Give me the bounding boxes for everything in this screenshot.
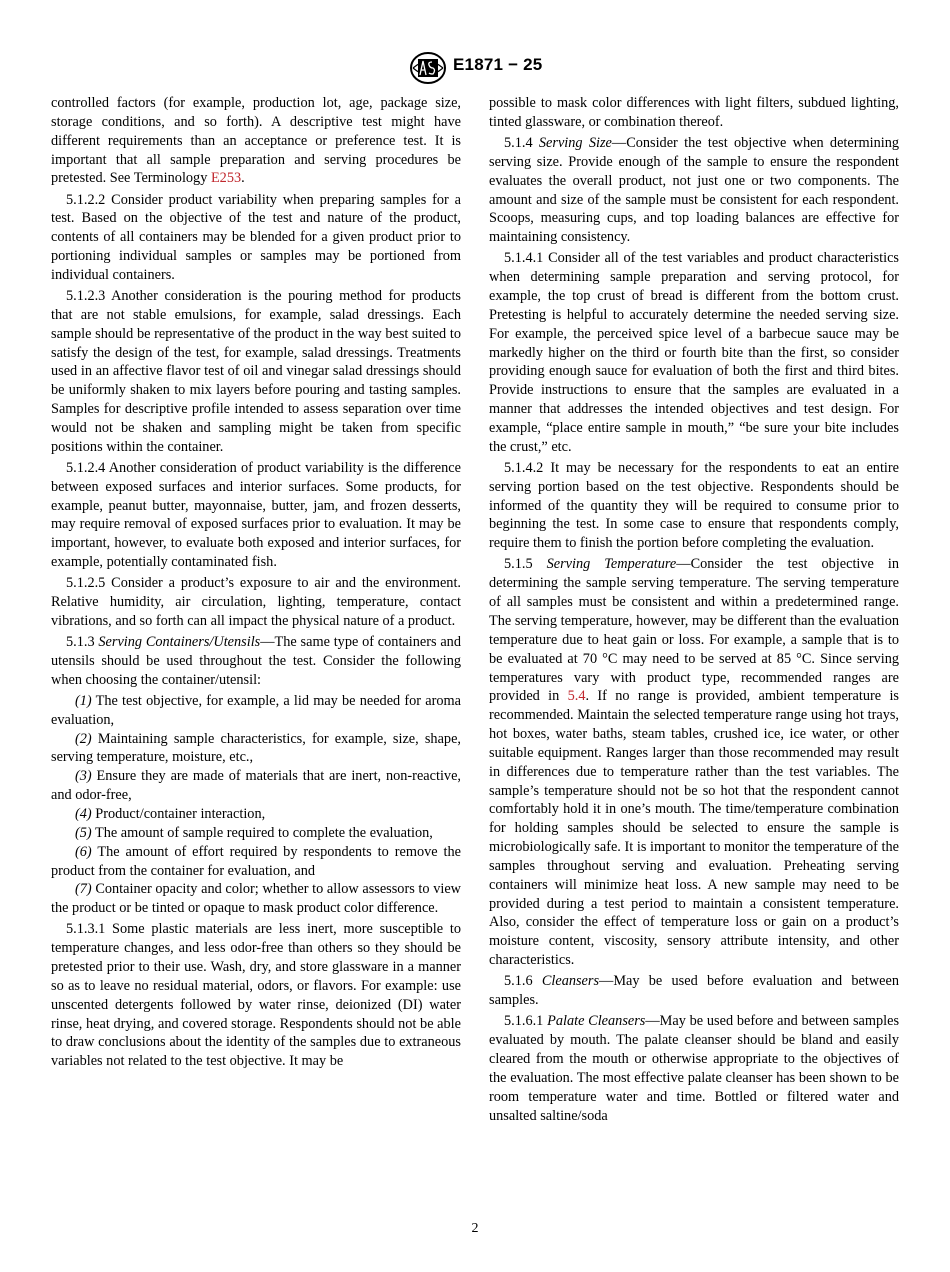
reference-link-5-4[interactable]: 5.4 bbox=[567, 688, 586, 705]
paragraph-5-1-2-5: 5.1.2.5 Consider a product’s exposure to air and the environment. Relative humidity, air circulation, lighting, temperature, contact vibrations, and so forth can all impact the physical nature of a product. bbox=[51, 575, 461, 629]
paragraph-5-1-2-2: 5.1.2.2 Consider product variability when preparing samples for a test. Based on the objective of the test and nature of the product, contents of all containers may be blended for a given product prior to portioning individual samples or samples may be portioned from individual containers. bbox=[51, 191, 461, 283]
paragraph-5-1-4-1: 5.1.4.1 Consider all of the test variables and product characteristics when determining sample preparation and serving protocol, for example, the top crust of bread is different from the bottom crust. Pretesting is helpful to accurately determine the needed serving size. For example, the perceived spice level of a barbecue sauce may be markedly higher on the third or fourth bite than the first, so consider providing enough sauce for evaluation of both the first and third bites. Provide instructions to ensure that the samples are evaluated in a manner that addresses the intended objectives and test design. For example, “place entire sample in mouth,” “be sure your bite includes the crust,” etc. bbox=[489, 250, 899, 455]
paragraph-5-1-3: 5.1.3 Serving Containers/Utensils—The same type of containers and utensils should be used throughout the test. Consider the following when choosing the container/utensil: bbox=[51, 634, 461, 688]
document-id: E1871 − 25 bbox=[453, 55, 543, 74]
paragraph-5-1-4: 5.1.4 Serving Size—Consider the test objective when determining serving size. Provide enough of the sample to ensure the respondent evaluates the overall product, not just one or two components. The amount and size of the sample must be consistent for each respondent. Scoops, measuring cups, and top loading balances are effective for maintaining consistency. bbox=[489, 134, 900, 246]
paragraph-5-1-6: 5.1.6 Cleansers—May be used before evaluation and between samples. bbox=[489, 973, 900, 1009]
section-title-serving-size: Serving Size bbox=[538, 134, 612, 151]
paragraph-5-1-6-1: 5.1.6.1 Palate Cleansers—May be used before and between samples evaluated by mouth. The palate cleanser should be bland and easily cleared from the mouth or otherwise appropriate to the objectives of the evaluation. The most effective palate cleanser has been shown to be room temperature water and time. Bottled or filtered water and unsalted saltine/soda bbox=[489, 1013, 900, 1124]
left-column bbox=[51, 94, 461, 1073]
reference-link-e253[interactable]: E253 bbox=[210, 170, 242, 187]
paragraph-5-1-5: 5.1.5 Serving Temperature—Consider the test objective in determining the sample serving temperature. The serving temperature of all samples must be consistent and within a predetermined range. The serving temperature, however, may be different than the evaluation temperature due to heat gain or loss. For example, a sample that is to be evaluated at 70 °C may need to be served at 85 °C. Since serving temperatures vary with product type, recommended ranges are provided in 5.4. If no range is provided, ambient temperature is recommended. Maintain the selected temperature range using hot trays, hot boxes, water baths, steam tables, crushed ice, ice water, or other suitable equipment. Ranges larger than those recommended may result in differences due to temperature rather than the test variables. The sample’s temperature should not be so hot that the respondent cannot comfortably hold it in one’s mouth. The time/temperature combination for holding samples should be selected to ensure the sample is microbiologically safe. It is important to monitor the temperature of the samples throughout serving and evaluation. Preheating serving containers will minimize heat loss. A new sample may need to be provided during a test period to maintain a consistent temperature. Also, consider the effect of temperature loss or gain on a product’s moisture content, viscosity, sensory attribute intensity, and other characteristics. bbox=[489, 556, 900, 969]
list-item: (2) Maintaining sample characteristics, for example, size, shape, serving temperature, moisture, etc., bbox=[51, 730, 461, 766]
paragraph-5-1-3-1-cont: possible to mask color differences with light filters, subdued lighting, tinted glassware, or combination thereof. bbox=[489, 95, 899, 130]
paragraph-5-1-2-1-cont: controlled factors (for example, production lot, age, package size, storage conditions, and so forth). A descriptive test might have different requirements than an acceptance or preference test. It is important that all sample preparation and serving procedures be pretested. See Terminology E253. bbox=[51, 95, 461, 187]
paragraph-5-1-4-2: 5.1.4.2 It may be necessary for the respondents to eat an entire serving portion based on the test objective. Respondents should be informed of the quantity they will be required to consume prior to beginning the test. In some case to ensure that respondents comply, require them to finish the portion before completing the evaluation. bbox=[489, 459, 899, 552]
section-title-serving-temperature: Serving Temperature bbox=[546, 556, 677, 573]
list-item: (4) Product/container interaction, bbox=[75, 806, 266, 822]
right-column bbox=[489, 94, 899, 1128]
page-header bbox=[0, 48, 950, 88]
page-number: 2 bbox=[471, 1221, 479, 1236]
astm-logo-icon bbox=[409, 51, 447, 85]
paragraph-5-1-2-4: 5.1.2.4 Another consideration of product variability is the difference between exposed surfaces and interior surfaces. Some products, for example, peanut butter, mayonnaise, butter, jam, and frozen desserts, may require removal of exposed surfaces prior to evaluation. It may be important, however, to evaluate both exposed and interior surfaces, for example, potentially contaminated fish. bbox=[51, 459, 461, 571]
list-item: (7) Container opacity and color; whether to allow assessors to view the product or be tinted or opaque to mask product color difference. bbox=[51, 881, 461, 917]
paragraph-5-1-2-3: 5.1.2.3 Another consideration is the pouring method for products that are not stable emulsions, for example, salad dressings. Each sample should be representative of the product in the way best suited to satisfy the design of the test, for example, salad dressings. Treatments used in an affective flavor test of oil and vinegar salad dressings should be uniformly shaken to mix layers before pouring and tasting samples. Samples for descriptive profile intended to assess separation over time would not be shaken and sampling might be taken from specific positions within the container. bbox=[51, 288, 461, 455]
paragraph-5-1-3-1: 5.1.3.1 Some plastic materials are less inert, more susceptible to temperature changes, and less odor-free than others so they should be pretested prior to their use. Wash, dry, and store glassware in a manner so as to leave no residual material, odors, or flavors. For example: use unscented detergents followed by water rinse, deionized (DI) water rinse, heat drying, and covered storage. Respondents should not be able to draw conclusions about the identity of the samples due to extraneous variables not related to the test objective. It may be bbox=[51, 921, 461, 1070]
list-item: (5) The amount of sample required to complete the evaluation, bbox=[75, 824, 433, 841]
list-item: (3) Ensure they are made of materials that are inert, non-reactive, and odor-free, bbox=[51, 768, 461, 804]
list-item: (1) The test objective, for example, a lid may be needed for aroma evaluation, bbox=[51, 692, 461, 728]
section-title-serving-containers: Serving Containers/Utensils bbox=[98, 634, 261, 651]
list-item: (6) The amount of effort required by respondents to remove the product from the container for evaluation, and bbox=[51, 843, 461, 879]
section-title-palate-cleansers: Palate Cleansers bbox=[547, 1013, 646, 1030]
section-title-cleansers: Cleansers bbox=[541, 973, 600, 990]
